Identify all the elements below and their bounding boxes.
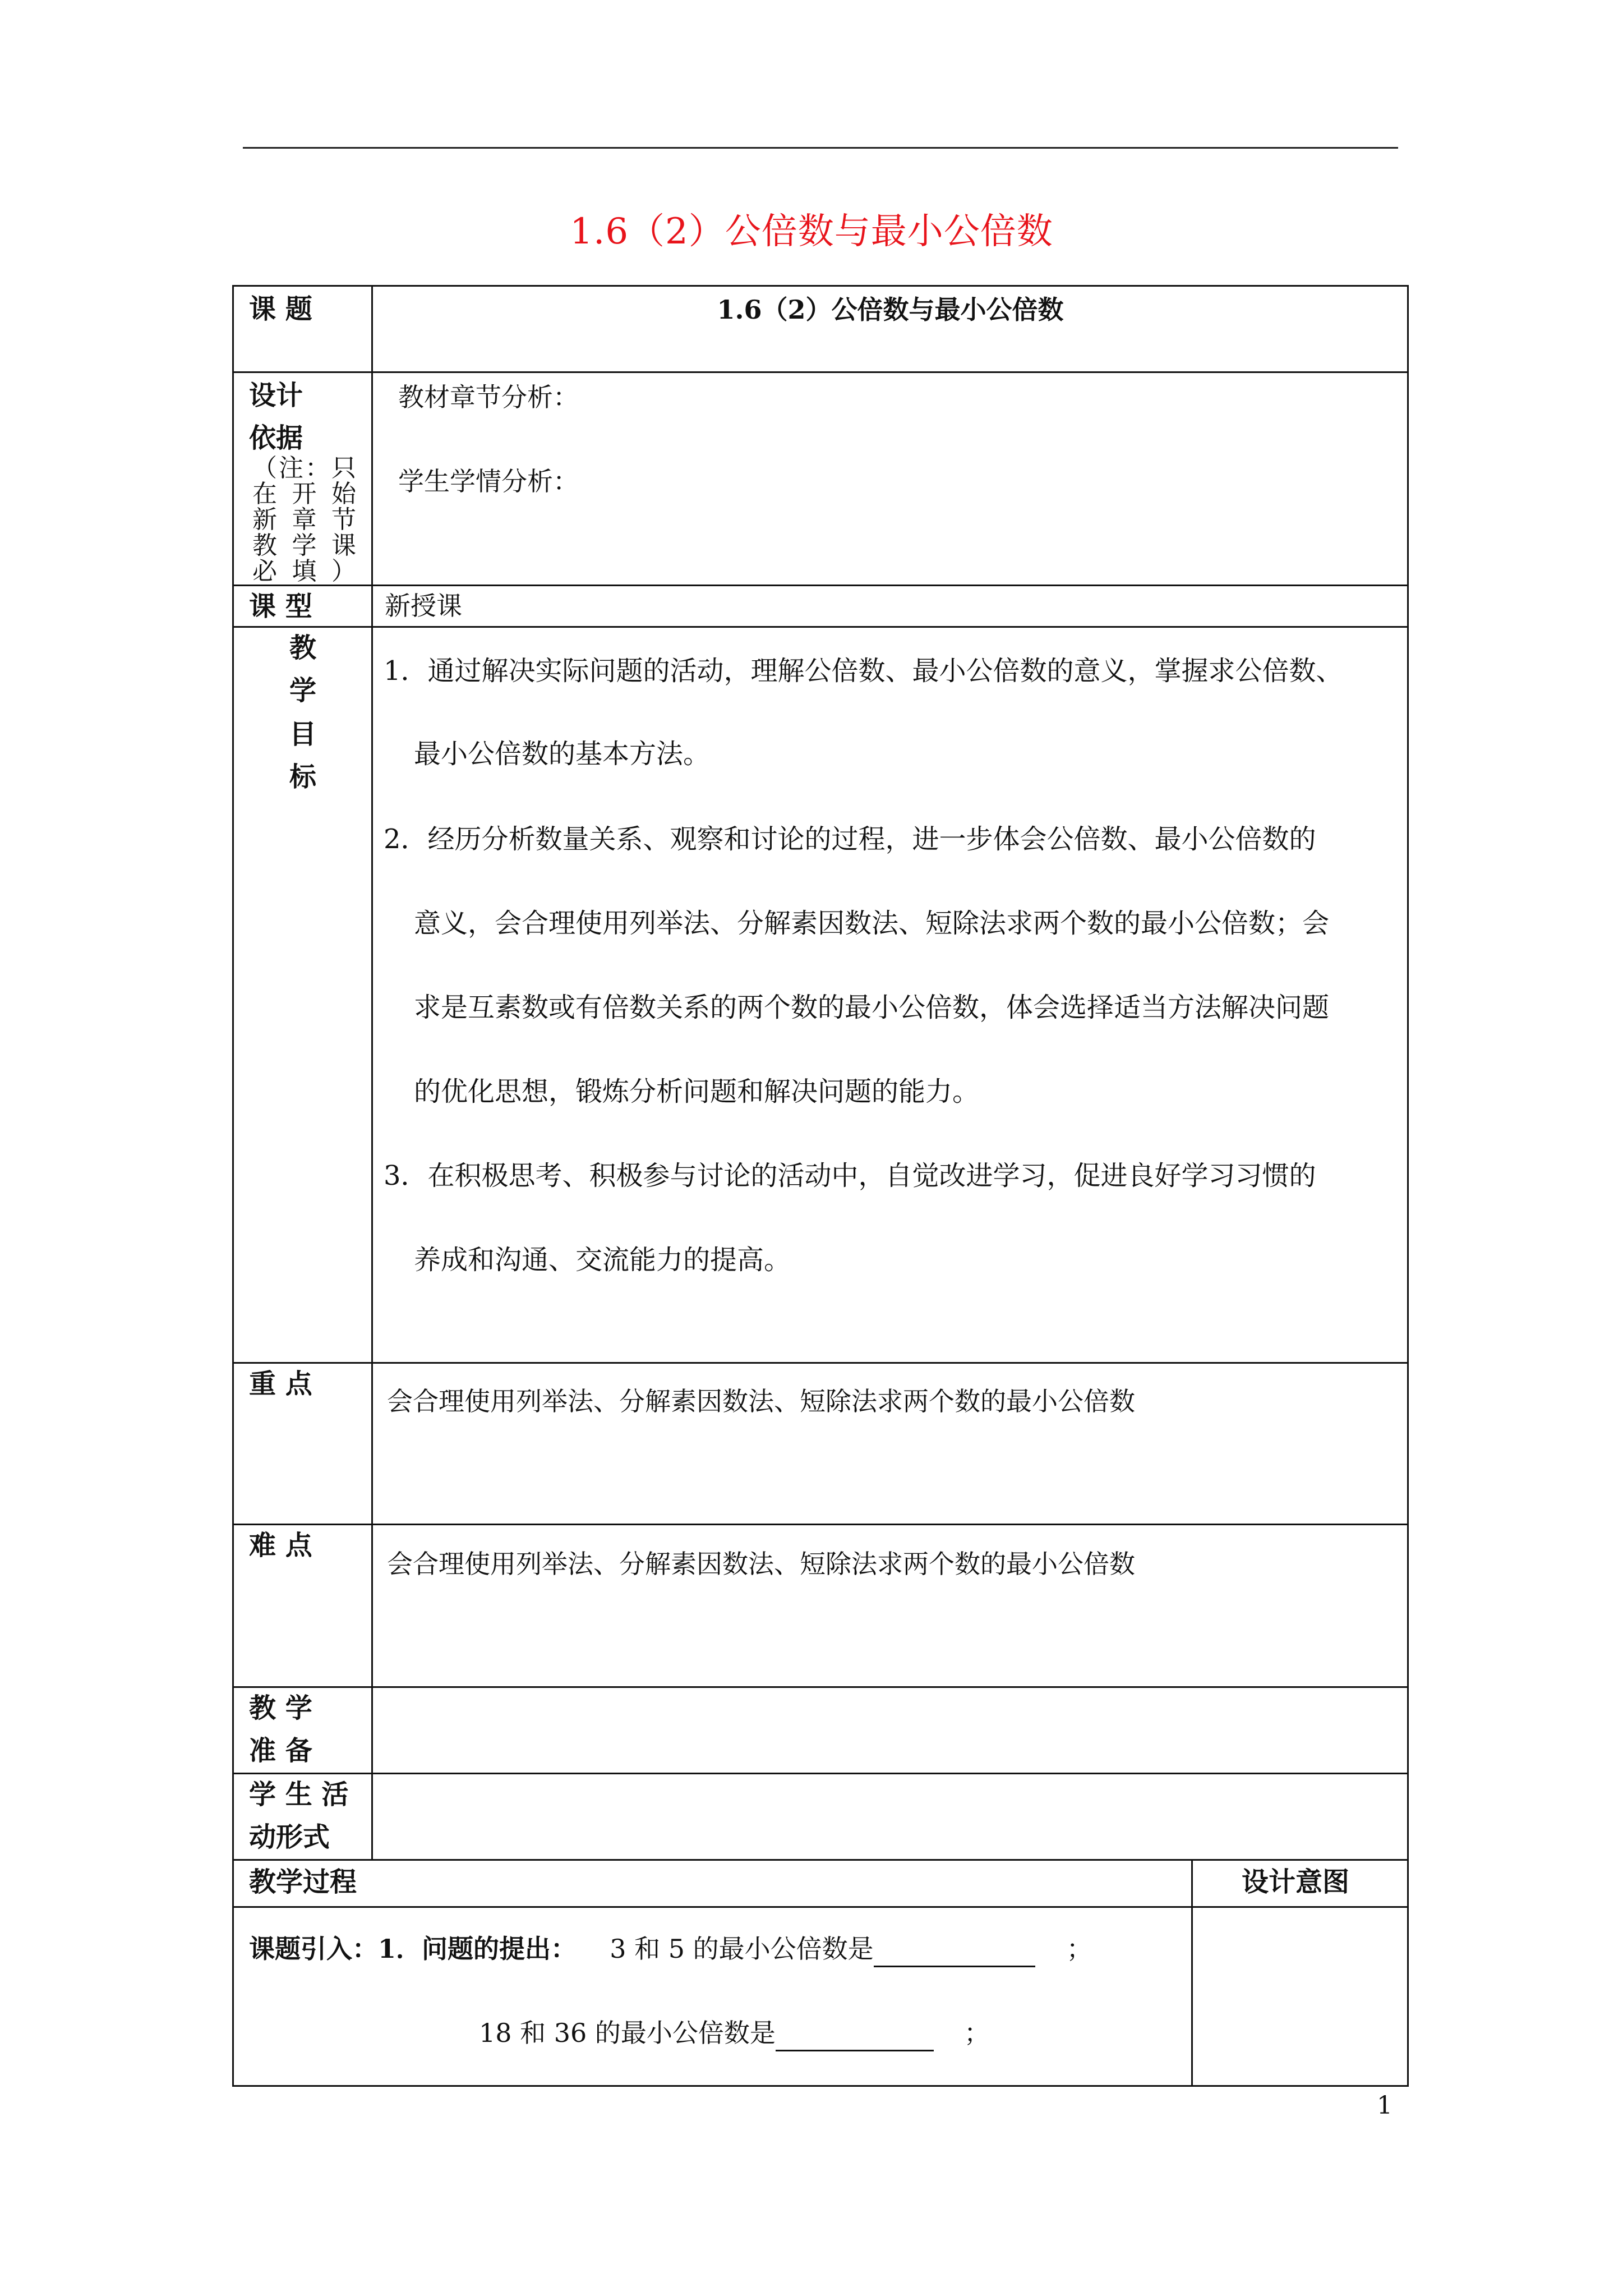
objective-line: 1．通过解决实际问题的活动，理解公倍数、最小公倍数的意义，掌握求公倍数、 — [384, 655, 1343, 687]
design-basis-label: 依据 — [249, 422, 303, 454]
lesson-plan-table — [232, 285, 1409, 2087]
key-point-label: 重 点 — [249, 1368, 312, 1400]
activity-form-label: 动形式 — [249, 1821, 330, 1853]
objectives-label: 学 — [289, 675, 317, 706]
lesson-type-value: 新授课 — [385, 591, 462, 621]
objectives-label: 目 — [289, 719, 317, 750]
intro-question-2: 18 和 36 的最小公倍数是 ； — [479, 2016, 990, 2051]
objective-line: 的优化思想，锻炼分析问题和解决问题的能力。 — [414, 1076, 980, 1107]
intent-header: 设计意图 — [1242, 1866, 1350, 1898]
objective-line: 3．在积极思考、积极参与讨论的活动中，自觉改进学习，促进良好学习习惯的 — [384, 1160, 1316, 1191]
page-number: 1 — [1377, 2091, 1393, 2120]
objective-line: 求是互素数或有倍数关系的两个数的最小公倍数，体会选择适当方法解决问题 — [414, 992, 1330, 1023]
preparation-label: 教 学 — [249, 1692, 312, 1724]
objective-line: 最小公倍数的基本方法。 — [414, 738, 711, 770]
header-rule — [243, 147, 1398, 149]
student-analysis: 学生学情分析： — [398, 466, 579, 496]
objective-line: 2．经历分析数量关系、观察和讨论的过程，进一步体会公倍数、最小公倍数的 — [384, 823, 1316, 855]
objectives-label: 标 — [289, 761, 317, 793]
intro-label: 课题引入：1．问题的提出： — [249, 1934, 577, 1964]
document-title: 1.6（2）公倍数与最小公倍数 — [570, 211, 1053, 252]
topic-value: 1.6（2）公倍数与最小公倍数 — [717, 295, 1064, 325]
difficulty-value: 会合理使用列举法、分解素因数法、短除法求两个数的最小公倍数 — [387, 1549, 1135, 1579]
objective-line: 养成和沟通、交流能力的提高。 — [414, 1244, 791, 1276]
design-basis-note: （注：只 在开始 新章节 教学课 必填） — [252, 454, 356, 586]
activity-form-label: 学 生 活 — [249, 1779, 349, 1810]
preparation-label: 准 备 — [249, 1735, 312, 1766]
textbook-analysis: 教材章节分析： — [398, 382, 579, 412]
objectives-label: 教 — [289, 632, 317, 664]
difficulty-label: 难 点 — [249, 1530, 312, 1561]
topic-label: 课 题 — [249, 293, 312, 325]
lesson-type-label: 课 型 — [249, 591, 312, 622]
intro-question-1: 课题引入：1．问题的提出： 3 和 5 的最小公倍数是 ； — [249, 1932, 1092, 1967]
key-point-value: 会合理使用列举法、分解素因数法、短除法求两个数的最小公倍数 — [387, 1386, 1135, 1416]
objective-line: 意义，会合理使用列举法、分解素因数法、短除法求两个数的最小公倍数；会 — [414, 908, 1330, 939]
design-basis-label: 设计 — [249, 380, 303, 411]
process-header: 教学过程 — [249, 1866, 357, 1898]
